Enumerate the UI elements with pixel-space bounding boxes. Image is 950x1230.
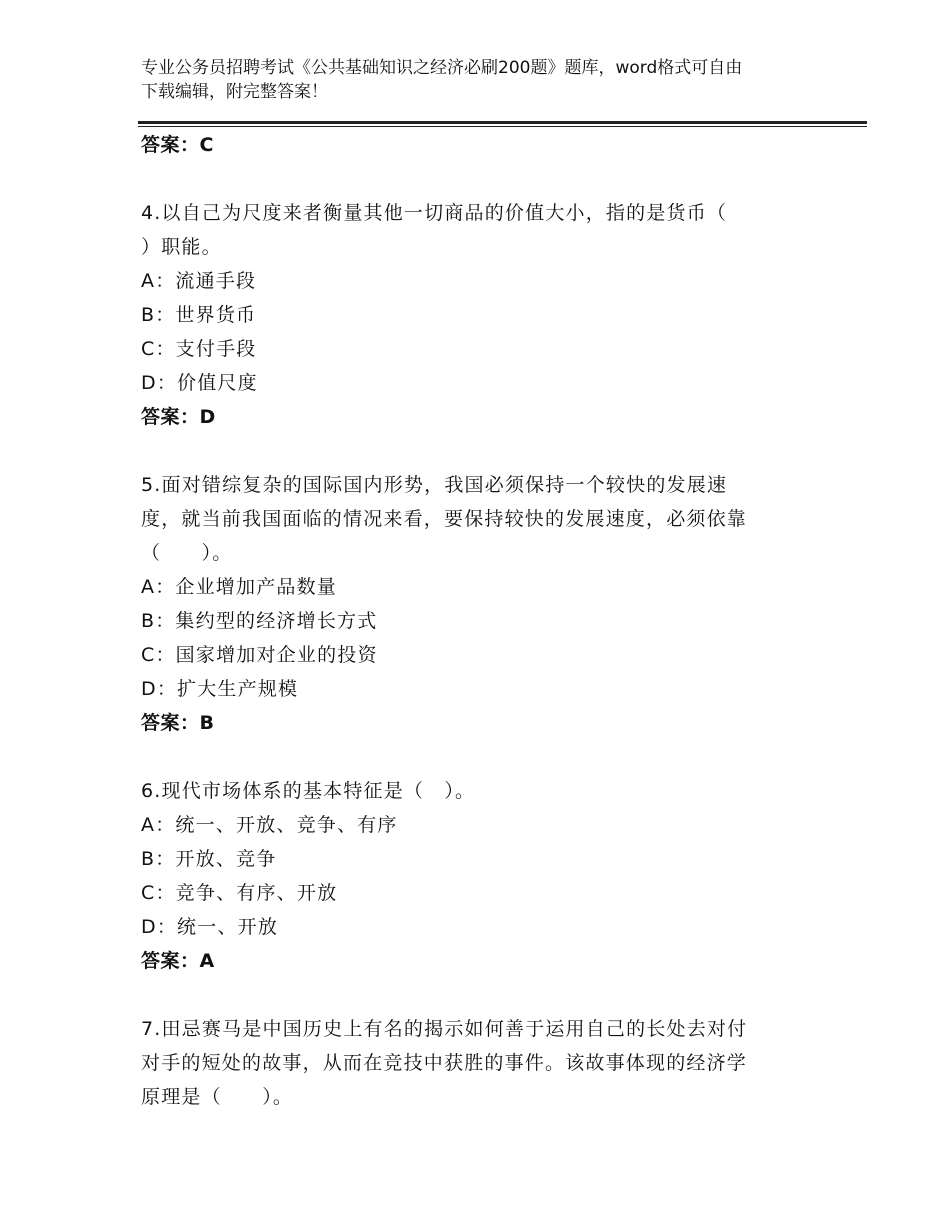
question-stem: 5.面对错综复杂的国际国内形势，我国必须保持一个较快的发展速 bbox=[141, 474, 728, 496]
previous-answer: 答案：C bbox=[141, 134, 214, 156]
question-stem: （ ）。 bbox=[141, 542, 233, 564]
option-d: D：价值尺度 bbox=[141, 372, 258, 394]
question-7 bbox=[141, 1012, 801, 1114]
option-d: D：扩大生产规模 bbox=[141, 678, 299, 700]
question-4 bbox=[141, 196, 801, 434]
question-6 bbox=[141, 774, 801, 978]
question-stem: 6.现代市场体系的基本特征是（ ）。 bbox=[141, 780, 476, 802]
option-a: A：企业增加产品数量 bbox=[141, 576, 337, 598]
question-stem: 原理是（ ）。 bbox=[141, 1086, 294, 1108]
option-c: C：国家增加对企业的投资 bbox=[141, 644, 378, 666]
option-c: C：竞争、有序、开放 bbox=[141, 882, 338, 904]
spacer bbox=[141, 434, 801, 468]
header-line-1: 专业公务员招聘考试《公共基础知识之经济必刷200题》题库，word格式可自由 bbox=[141, 58, 743, 78]
option-d: D：统一、开放 bbox=[141, 916, 279, 938]
option-a: A：统一、开放、竞争、有序 bbox=[141, 814, 398, 836]
option-b: B：开放、竞争 bbox=[141, 848, 277, 870]
question-stem: 对手的短处的故事，从而在竞技中获胜的事件。该故事体现的经济学 bbox=[141, 1052, 748, 1074]
answer: 答案：B bbox=[141, 712, 215, 734]
question-stem: ）职能。 bbox=[141, 236, 222, 258]
question-5 bbox=[141, 468, 801, 740]
question-content bbox=[141, 128, 801, 1114]
header-rule bbox=[138, 121, 867, 124]
question-stem: 度，就当前我国面临的情况来看，要保持较快的发展速度，必须依靠 bbox=[141, 508, 748, 530]
option-b: B：世界货币 bbox=[141, 304, 257, 326]
answer: 答案：A bbox=[141, 950, 215, 972]
spacer bbox=[141, 162, 801, 196]
header-line-2: 下载编辑，附完整答案！ bbox=[141, 82, 328, 102]
question-stem: 7.田忌赛马是中国历史上有名的揭示如何善于运用自己的长处去对付 bbox=[141, 1018, 748, 1040]
document-header bbox=[141, 56, 821, 104]
answer: 答案：D bbox=[141, 406, 216, 428]
question-stem: 4.以自己为尺度来者衡量其他一切商品的价值大小，指的是货币（ bbox=[141, 202, 728, 224]
option-b: B：集约型的经济增长方式 bbox=[141, 610, 378, 632]
header-rule-thin bbox=[138, 126, 867, 127]
spacer bbox=[141, 740, 801, 774]
option-a: A：流通手段 bbox=[141, 270, 257, 292]
option-c: C：支付手段 bbox=[141, 338, 257, 360]
spacer bbox=[141, 978, 801, 1012]
